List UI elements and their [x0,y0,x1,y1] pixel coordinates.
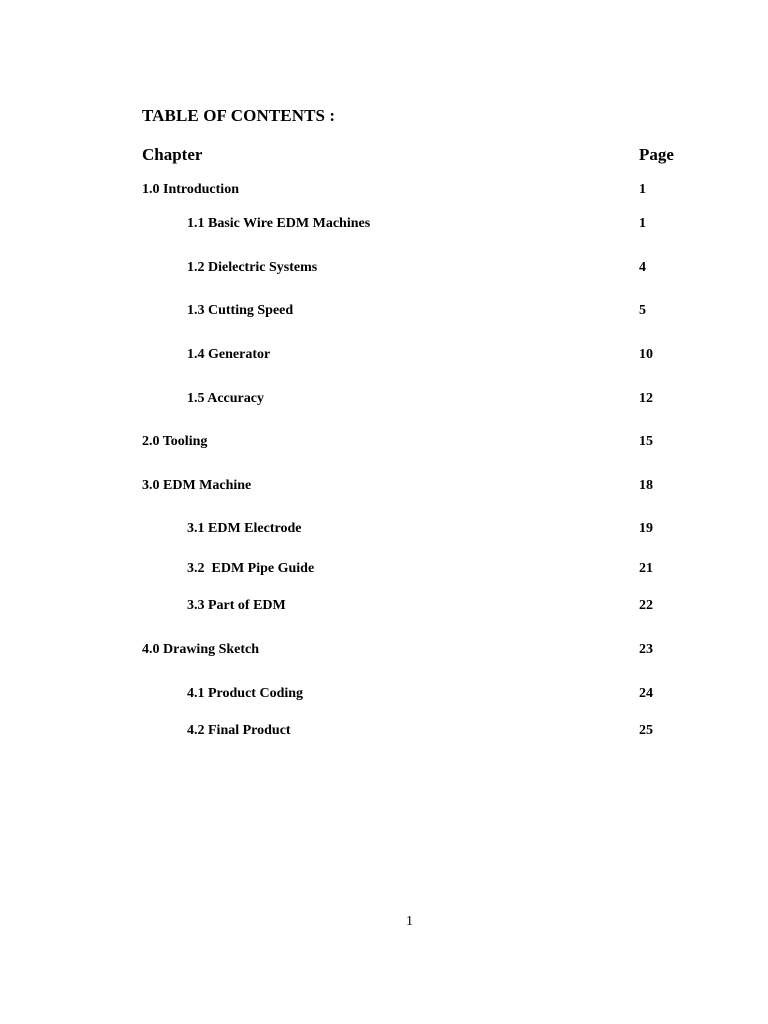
footer-page-number: 1 [406,914,413,929]
toc-entry-label: 1.1 Basic Wire EDM Machines [187,216,371,231]
toc-entry-page: 25 [639,723,653,738]
toc-entry-label: 1.4 Generator [187,347,271,362]
toc-entry-label: 3.0 EDM Machine [142,478,252,493]
page-column-header: Page [639,145,674,164]
chapter-column-header: Chapter [142,145,203,164]
toc-entry-label: 1.5 Accuracy [187,391,264,406]
toc-entry-page: 24 [639,686,653,701]
toc-entry-label: 2.0 Tooling [142,434,208,449]
toc-entry-page: 4 [639,260,646,275]
toc-entry-label: 4.1 Product Coding [187,686,304,701]
toc-entry-page: 19 [639,521,653,536]
toc-entry-page: 15 [639,434,653,449]
toc-title: TABLE OF CONTENTS : [142,106,336,125]
toc-entry-page: 22 [639,598,653,613]
toc-entry-label: 4.0 Drawing Sketch [142,642,260,657]
toc-entry-page: 12 [639,391,653,406]
toc-entry-page: 5 [639,303,646,318]
toc-entry-page: 21 [639,561,653,576]
toc-entry-page: 1 [639,182,646,197]
toc-entry-label: 3.1 EDM Electrode [187,521,302,536]
toc-entry-page: 1 [639,216,646,231]
toc-entry-label: 4.2 Final Product [187,723,291,738]
toc-entry-page: 18 [639,478,653,493]
toc-entry-label: 3.3 Part of EDM [187,598,286,613]
toc-entry-page: 10 [639,347,653,362]
toc-entry-label: 3.2 EDM Pipe Guide [187,561,315,576]
toc-entry-label: 1.3 Cutting Speed [187,303,294,318]
toc-entry-label: 1.0 Introduction [142,182,239,197]
toc-entry-label: 1.2 Dielectric Systems [187,260,318,275]
toc-entry-page: 23 [639,642,653,657]
